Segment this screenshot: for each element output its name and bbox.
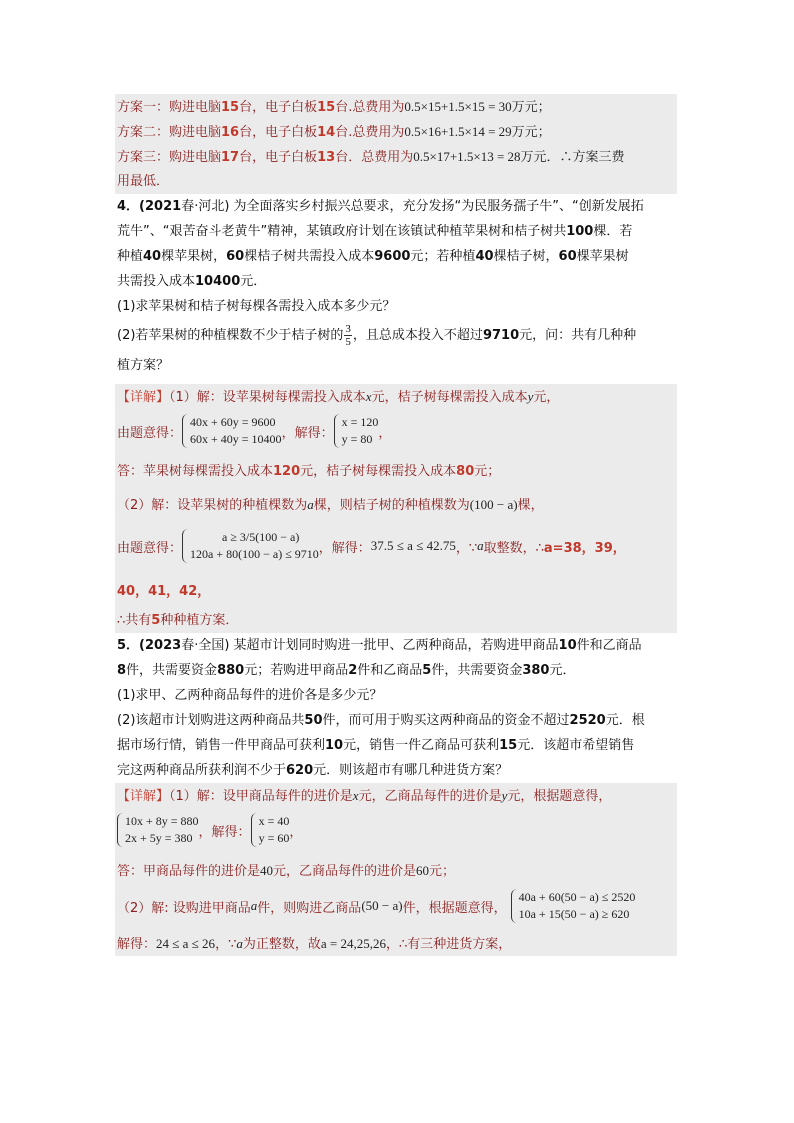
inequality-system: a ≥ 3/5(100 − a) 120a + 80(100 − a) ≤ 9710 [182,529,319,563]
q5-ans-3: 答：甲商品每件的进价是40元，乙商品每件的进价是60元； [117,863,456,879]
document-page [117,94,677,956]
p3-answer-block [115,94,677,194]
q5-ans-4: （2）解: 设购进甲商品 a 件，则购进乙商品 (50 − a) 件，根据题意得， 40a + 60(50 − a) ≤ 2520 10a + 15(50 − a) ≥ 620 [117,890,636,921]
solution-system: x = 40 y = 60 [251,813,290,847]
q4-line-3: 种植40棵苹果树，60棵桔子树共需投入成本9600元；若种植40棵桔子树，60棵苹果树 [117,249,629,264]
q5-line-2: 8件，共需要资金880元；若购进甲商品2件和乙商品5件，共需要资金380元． [117,663,576,678]
q5-ans-5: 解得：24 ≤ a ≤ 26，∵a为正整数，故a = 24,25,26，∴有三种进货方案， [117,936,512,952]
fraction: $\frac{3}{5}$ [345,323,351,348]
q4-line-4: 共需投入成本10400元． [117,274,267,289]
q4-ans-6: 40，41，42， [117,584,211,599]
q4-sub-2: (2)若苹果树的种植棵数不少于桔子树的 $\frac{3}{5}$ ，且总成本投入不超过9710元，问：共有几种种 [117,323,637,348]
q4-ans-7: ∴共有5种种植方案． [117,613,239,628]
q5-sub-2-line-2: 据市场行情，销售一件甲商品可获利10元，销售一件乙商品可获利15元．该超市希望销售 [117,738,635,753]
q5-ans-2: 10x + 8y = 880 2x + 5y = 380 ，解得： x = 40 y = 60 ， [117,808,677,852]
q4-answer-block [115,384,677,633]
q5-sub-1: (1)求甲、乙两种商品每件的进价各是多少元？ [117,688,383,703]
q4-ans-4: （2）解：设苹果树的种植棵数为a棵，则桔子树的种植棵数为(100 − a)棵， [117,497,544,513]
q5-sub-2-line-1: (2)该超市计划购进这两种商品共50件，而可用于购买这两种商品的资金不超过2520元．根 [117,713,645,728]
question-4 [117,194,677,633]
q5-ans-1: 【详解】（1）解：设甲商品每件的进价是x元，乙商品每件的进价是y元，根据题意得， [117,788,612,804]
q4-sub-2-cont: 植方案？ [117,358,170,373]
plan-2: 方案二：购进电脑16台，电子白板14台.总费用为0.5×16+1.5×14 = 29万元； [117,124,551,140]
q5-line-1: 5．(2023春·全国) 某超市计划同时购进一批甲、乙两种商品，若购进甲商品10件和乙商品 [117,638,642,653]
inequality-system: 40a + 60(50 − a) ≤ 2520 10a + 15(50 − a) ≥ 620 [511,889,636,923]
q4-sub-1: (1)求苹果树和桔子树每棵各需投入成本多少元？ [117,299,396,314]
q4-line-2: 荒牛”、“艰苦奋斗老黄牛”精神，某镇政府计划在该镇试种植苹果树和桔子树共100棵．若 [117,224,633,239]
q4-ans-1: 【详解】（1）解：设苹果树每棵需投入成本x元，桔子树每棵需投入成本y元， [117,389,560,405]
q4-ans-2: 由题意得： 40x + 60y = 9600 60x + 40y = 10400 ，解得： x = 120 y = 80 ， [117,415,392,446]
plan-3: 方案三：购进电脑17台，电子白板13台．总费用为0.5×17+1.5×13 = 28万元．∴方案三费 [117,149,625,165]
equation-system: 40x + 60y = 9600 60x + 40y = 10400 [182,414,282,448]
q4-ans-5: 由题意得： a ≥ 3/5(100 − a) 120a + 80(100 − a) ≤ 9710 ，解得： 37.5 ≤ a ≤ 42.75 ，∵ a 取整数，∴ a=38，39， [117,530,626,561]
q5-sub-2-line-3: 完这两种商品所获利润不少于620元．则该超市有哪几种进货方案？ [117,763,509,778]
question-5 [117,633,677,956]
q4-ans-3: 答：苹果树每棵需投入成本120元，桔子树每棵需投入成本80元； [117,464,501,479]
q4-line-1: 4．(2021春·河北) 为全面落实乡村振兴总要求，充分发扬“为民服务孺子牛”、“创新发展拓 [117,199,644,214]
equation-system: 10x + 8y = 880 2x + 5y = 380 [117,813,199,847]
solution-system: x = 120 y = 80 [334,414,379,448]
plan-1: 方案一：购进电脑15台，电子白板15台.总费用为0.5×15+1.5×15 = 30万元； [117,99,551,115]
plan-3-cont: 用最低． [117,174,170,189]
q5-answer-block [115,783,677,956]
